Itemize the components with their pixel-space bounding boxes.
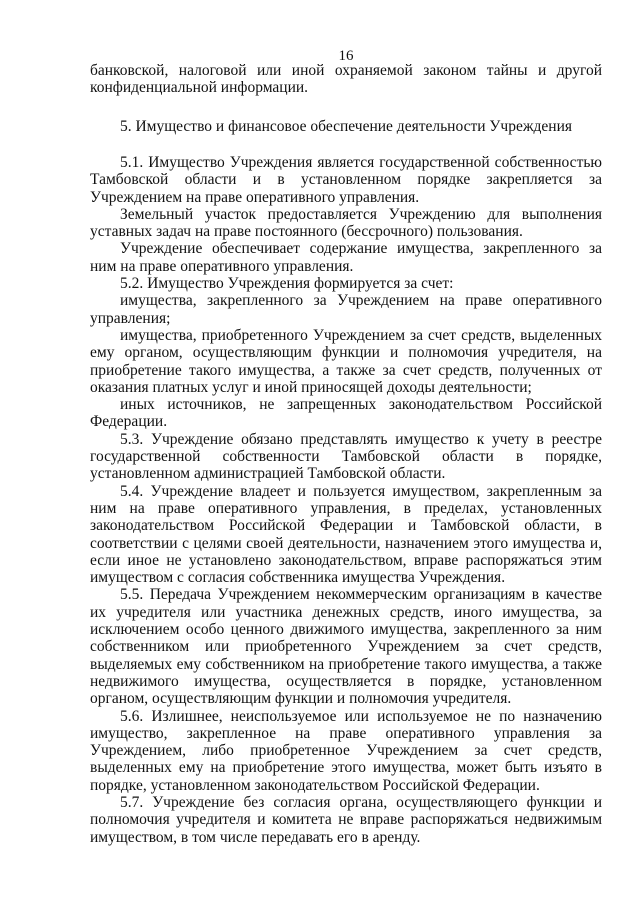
paragraph-land-plot: Земельный участок предоставляется Учреждению для выполнения уставных задач на праве постоянного (бессрочного) пользования. xyxy=(90,205,602,241)
section-title: 5. Имущество и финансовое обеспечение деятельности Учреждения xyxy=(119,118,573,135)
section-body xyxy=(90,154,602,846)
paragraph-5-3: 5.3. Учреждение обязано представлять имущество к учету в реестре государственной собственности Тамбовской области в порядке, установленном администрацией Тамбовской области. xyxy=(90,430,602,483)
page-number: 16 xyxy=(338,48,354,64)
paragraph-5-6: 5.6. Излишнее, неиспользуемое или используемое не по назначению имущество, закрепленное на праве оперативного управления за Учреждением, либо приобретенное Учреждением за счет средств, выделенных ему на приобретение этого имущества, может быть изъято в порядке, установленном законодательством Российской Федерации. xyxy=(90,707,602,794)
paragraph-maintenance: Учреждение обеспечивает содержание имущества, закрепленного за ним на праве оперативного управления. xyxy=(90,240,602,275)
list-item-other-sources: иных источников, не запрещенных законодательством Российской Федерации. xyxy=(90,396,602,431)
paragraph-5-4: 5.4. Учреждение владеет и пользуется имуществом, закрепленным за ним на праве оперативного управления, в пределах, установленных законодательством Российской Федерации и Тамбовской области, в соответствии с целями своей деятельности, назначением этого имущества и, если иное не установлено законодательством, вправе распоряжаться этим имуществом с согласия собственника имущества Учреждения. xyxy=(90,482,602,587)
paragraph-5-7: 5.7. Учреждение без согласия органа, осуществляющего функции и полномочия учредителя и комитета не вправе распоряжаться недвижимым имуществом, в том числе передавать его в аренду. xyxy=(90,793,602,846)
paragraph-5-1: 5.1. Имущество Учреждения является государственной собственностью Тамбовской области и в установленном порядке закрепляется за Учреждением на праве оперативного управления. xyxy=(90,154,602,206)
paragraph-5-2: 5.2. Имущество Учреждения формируется за счет: xyxy=(120,275,454,293)
paragraph-5-5: 5.5. Передача Учреждением некоммерческим организациям в качестве их учредителя или участника денежных средств, иного имущества, за исключением особо ценного движимого имущества, закрепленного за ним собственником или приобретенного Учреждением за счет средств, выделяемых ему собственником на приобретение такого имущества, а также недвижимого имущества, осуществляется в порядке, установленном органом, осуществляющим функции и полномочия учредителя. xyxy=(90,586,602,708)
list-item-assigned-property: имущества, закрепленного за Учреждением на праве оперативного управления; xyxy=(90,292,602,327)
list-item-acquired-property: имущества, приобретенного Учреждением за счет средств, выделенных ему органом, осуществляющим функции и полномочия учредителя, на приобретение такого имущества, а также за счет средств, полученных от оказания платных услуг и иной приносящей доходы деятельности; xyxy=(90,326,602,396)
continuation-paragraph: банковской, налоговой или иной охраняемой законом тайны и другой конфиденциальной информации. xyxy=(90,62,602,97)
